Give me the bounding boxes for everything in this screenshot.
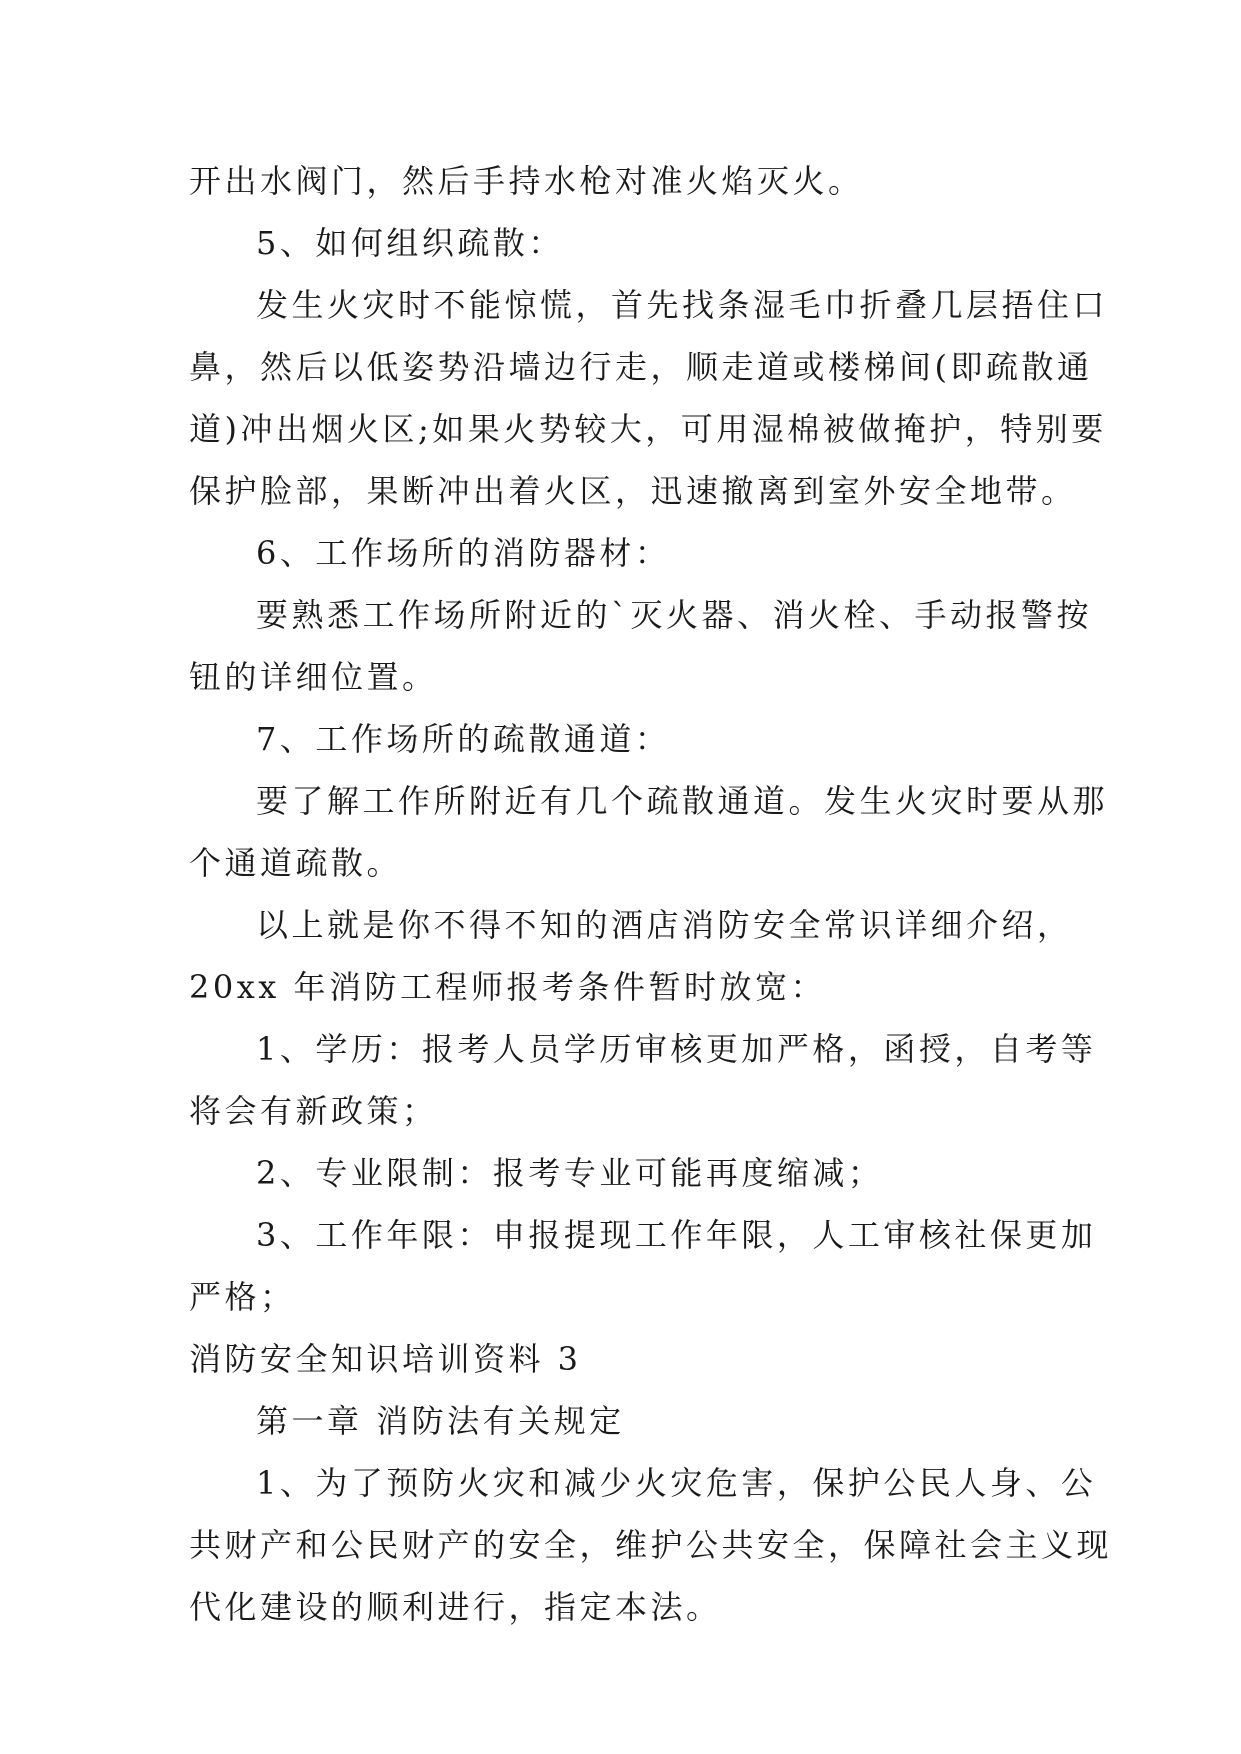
text-line: 要了解工作所附近有几个疏散通道。发生火灾时要从那 xyxy=(256,782,1109,820)
text-line: 6、工作场所的消防器材： xyxy=(256,534,671,572)
text-line: 道)冲出烟火区;如果火势较大，可用湿棉被做掩护，特别要 xyxy=(189,410,1107,448)
document-body xyxy=(189,150,1113,1638)
text-line: 以上就是你不得不知的酒店消防安全常识详细介绍， xyxy=(256,906,1073,944)
text-line: 共财产和公民财产的安全，维护公共安全，保障社会主义现 xyxy=(189,1526,1113,1564)
text-line: 2、专业限制：报考专业可能再度缩减； xyxy=(256,1154,884,1192)
text-line: 将会有新政策； xyxy=(189,1092,438,1130)
text-line: 代化建设的顺利进行，指定本法。 xyxy=(189,1588,722,1626)
text-line: 1、学历：报考人员学历审核更加严格，函授，自考等 xyxy=(256,1030,1097,1068)
text-line: 第一章 消防法有关规定 xyxy=(256,1402,625,1440)
text-line: 20xx 年消防工程师报考条件暂时放宽： xyxy=(189,968,826,1006)
text-line: 鼻，然后以低姿势沿墙边行走，顺走道或楼梯间(即疏散通 xyxy=(189,348,1093,386)
text-line: 发生火灾时不能惊慌，首先找条湿毛巾折叠几层捂住口 xyxy=(256,286,1109,324)
text-line: 要熟悉工作场所附近的`灭火器、消火栓、手动报警按 xyxy=(256,596,1093,634)
text-line: 7、工作场所的疏散通道： xyxy=(256,720,671,758)
text-line: 保护脸部，果断冲出着火区，迅速撤离到室外安全地带。 xyxy=(189,472,1077,510)
text-line: 消防安全知识培训资料 3 xyxy=(189,1340,582,1378)
text-line: 个通道疏散。 xyxy=(189,844,403,882)
text-line: 钮的详细位置。 xyxy=(189,658,438,696)
text-line: 严格； xyxy=(189,1278,296,1316)
text-line: 开出水阀门，然后手持水枪对准火焰灭火。 xyxy=(189,162,864,200)
text-line: 3、工作年限：申报提现工作年限，人工审核社保更加 xyxy=(256,1216,1097,1254)
text-line: 5、如何组织疏散： xyxy=(256,224,564,262)
text-line: 1、为了预防火灾和减少火灾危害，保护公民人身、公 xyxy=(256,1464,1097,1502)
